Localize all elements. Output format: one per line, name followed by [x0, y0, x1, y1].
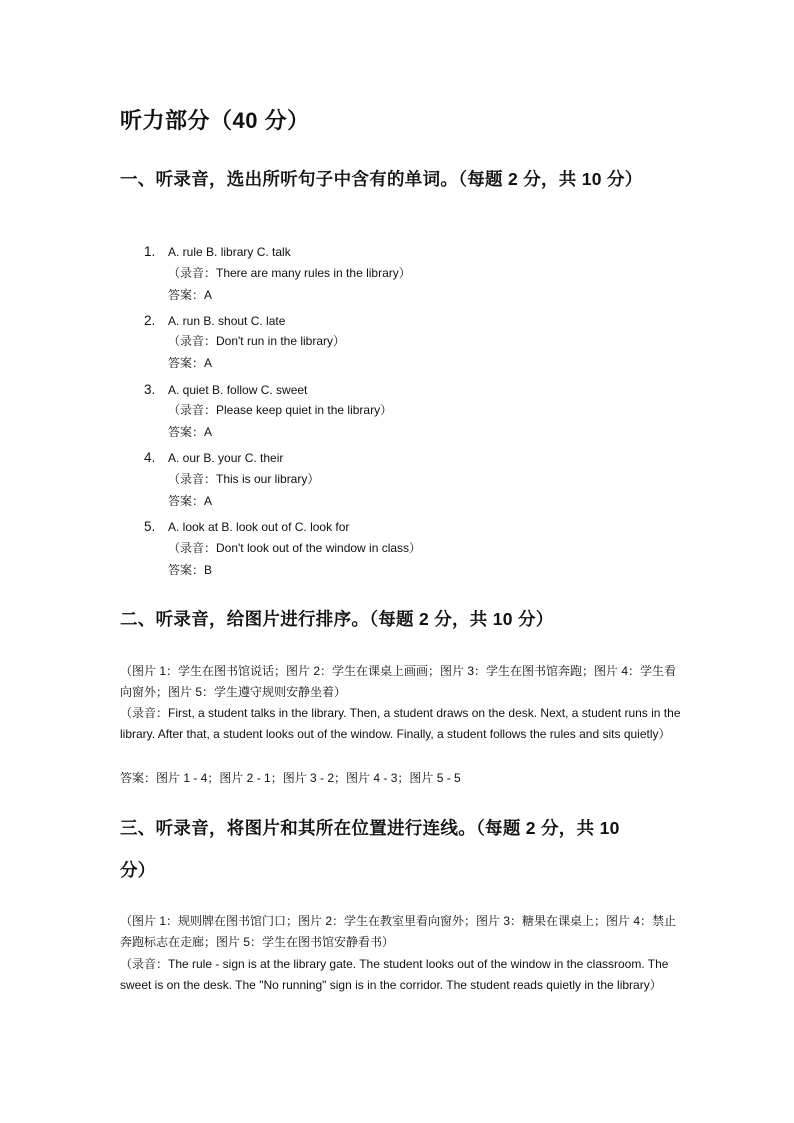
item-audio: （录音：Don't look out of the window in class） [168, 541, 422, 555]
section2-heading: 二、听录音，给图片进行排序。（每题 2 分，共 10 分） [120, 609, 554, 629]
section3-heading-cont: 分） [120, 860, 156, 880]
section2-answer: 答案：图片 1 - 4；图片 2 - 1；图片 3 - 2；图片 4 - 3；图片 5 - 5 [120, 771, 461, 785]
section3-pictures: （图片 1：规则牌在图书馆门口；图片 2：学生在教室里看向窗外；图片 3：糖果在课桌上；图片 4：禁止奔跑标志在走廊；图片 5：学生在图书馆安静看书） [120, 914, 677, 949]
item-audio: （录音：There are many rules in the library） [168, 266, 411, 280]
item-number: 4. [144, 450, 156, 465]
item-answer: 答案：A [168, 425, 213, 439]
item-number: 3. [144, 382, 156, 397]
section1-heading: 一、听录音，选出所听句子中含有的单词。（每题 2 分，共 10 分） [120, 169, 643, 189]
item-options: A. our B. your C. their [168, 451, 284, 465]
item-answer: 答案：A [168, 356, 213, 370]
item-number: 1. [144, 244, 156, 259]
item-audio: （录音：Please keep quiet in the library） [168, 403, 393, 417]
section3-audio: （录音：The rule - sign is at the library gate. The student looks out of the window in the classroom. The sweet is on the desk. The "No running" sign is in the corridor. The student reads quietly in the library） [120, 957, 669, 992]
item-number: 2. [144, 313, 156, 328]
item-answer: 答案：A [168, 288, 213, 302]
item-options: A. quiet B. follow C. sweet [168, 383, 308, 397]
item-answer: 答案：A [168, 494, 213, 508]
section2-pictures: （图片 1：学生在图书馆说话；图片 2：学生在课桌上画画；图片 3：学生在图书馆奔跑；图片 4：学生看向窗外；图片 5：学生遵守规则安静坐着） [120, 664, 677, 699]
item-options: A. rule B. library C. talk [168, 245, 291, 259]
item-options: A. run B. shout C. late [168, 314, 286, 328]
section3-heading: 三、听录音，将图片和其所在位置进行连线。（每题 2 分，共 10 [120, 818, 620, 838]
item-options: A. look at B. look out of C. look for [168, 520, 350, 534]
page-title: 听力部分（40 分） [120, 108, 310, 133]
item-answer: 答案：B [168, 563, 213, 577]
section2-audio: （录音：First, a student talks in the library. Then, a student draws on the desk. Next, a student runs in the library. After that, a student looks out of the window. Finally, a student follows the rules and sits quietly） [120, 706, 681, 741]
item-audio: （录音：This is our library） [168, 472, 320, 486]
item-number: 5. [144, 519, 156, 534]
item-audio: （录音：Don't run in the library） [168, 334, 346, 348]
